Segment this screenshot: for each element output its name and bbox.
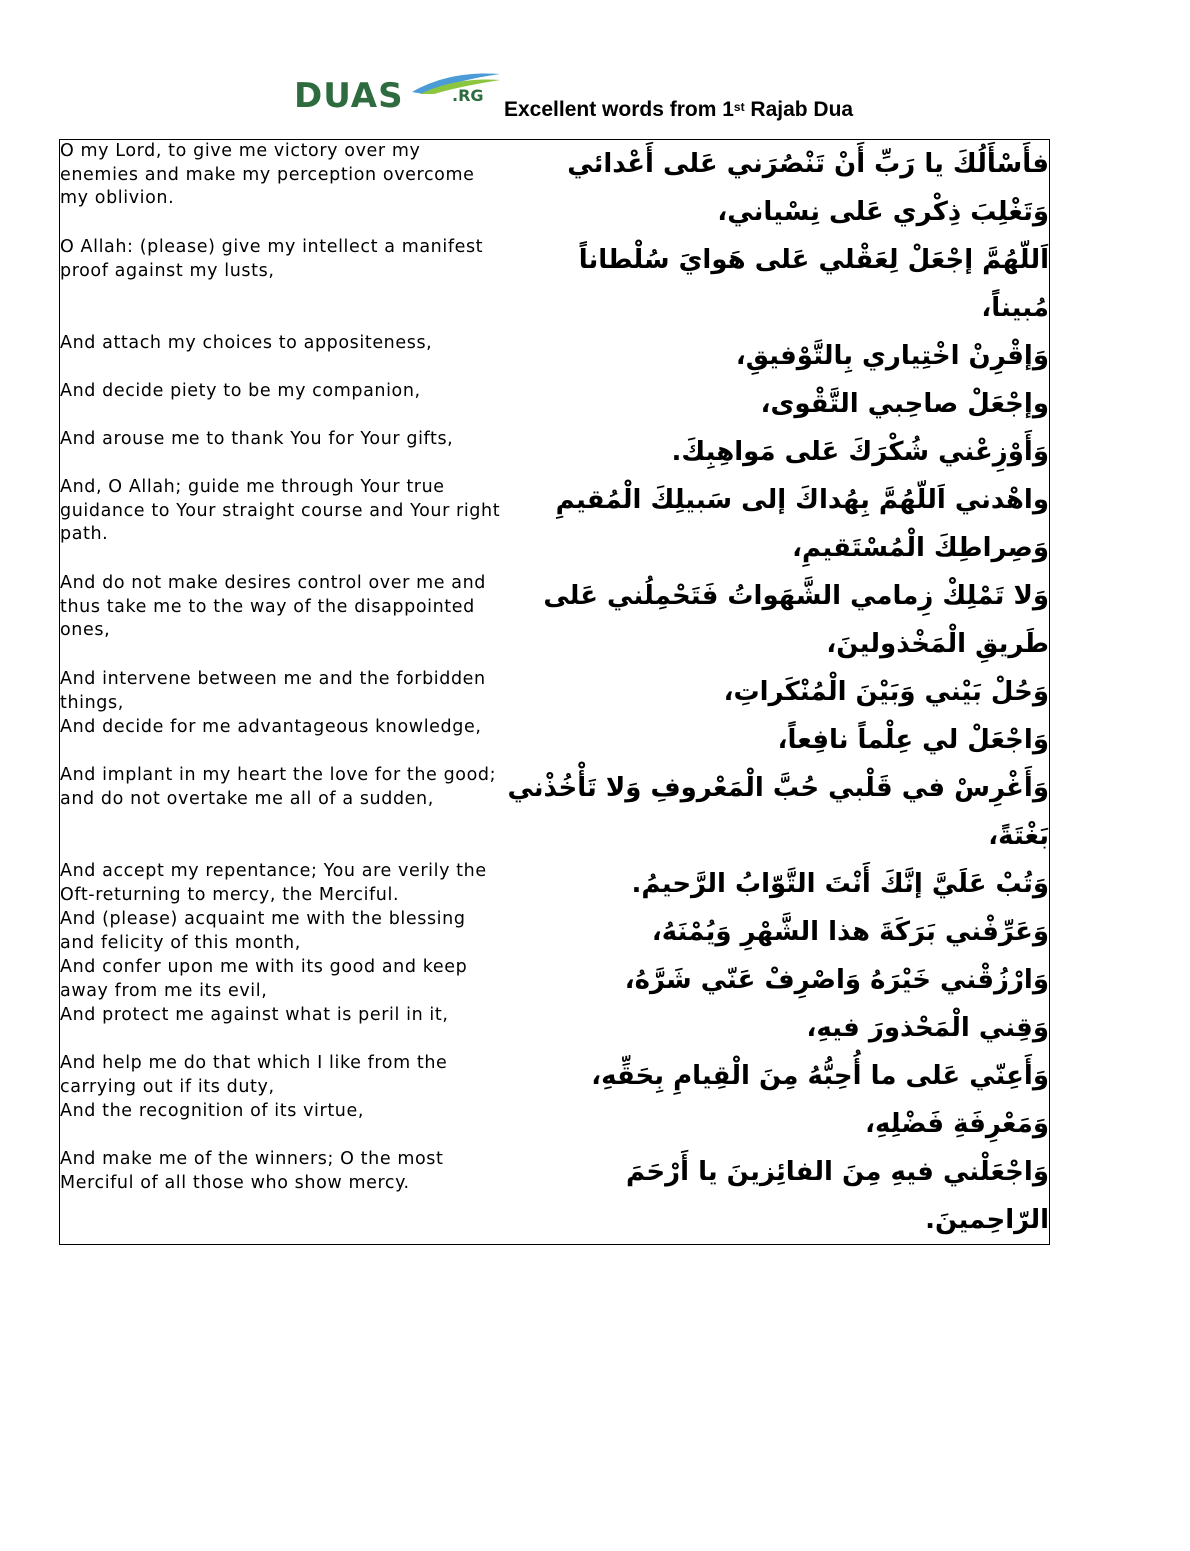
dua-row <box>60 956 1050 1004</box>
duas-org-logo <box>292 72 502 122</box>
dua-row <box>60 1148 1050 1245</box>
arabic-text: وَقِني الْمَحْذورَ فيهِ، <box>806 1013 1049 1043</box>
dua-row <box>60 1004 1050 1052</box>
dua-row <box>60 236 1050 332</box>
arabic-text: وَأَغْرِسْ في قَلْبي حُبَّ الْمَعْروفِ وَلا تَأْخُذْني بَغْتَةً، <box>507 773 1049 851</box>
english-translation: And do not make desires control over me and thus take me to the way of the disappointed ones, <box>60 573 486 640</box>
english-translation: And intervene between me and the forbidden things, <box>60 669 486 713</box>
english-translation: And implant in my heart the love for the good; and do not overtake me all of a sudden, <box>60 765 497 809</box>
dua-table-body <box>60 140 1050 1245</box>
dua-row <box>60 476 1050 572</box>
dua-row <box>60 1052 1050 1100</box>
arabic-text: وَإقْرِنْ اخْتِياري بِالتَّوْفيقِ، <box>735 341 1049 371</box>
page-header <box>292 70 853 122</box>
dua-row <box>60 764 1050 860</box>
dua-row <box>60 860 1050 908</box>
english-translation: And attach my choices to appositeness, <box>60 333 433 353</box>
english-translation: And accept my repentance; You are verily the Oft-returning to mercy, the Merciful. <box>60 861 487 905</box>
dua-row <box>60 908 1050 956</box>
arabic-text: وَحُلْ بَيْني وَبَيْنَ الْمُنْكَراتِ، <box>723 677 1049 707</box>
english-translation: And confer upon me with its good and keep away from me its evil, <box>60 957 468 1001</box>
english-translation: And decide piety to be my companion, <box>60 381 421 401</box>
english-translation: O Allah: (please) give my intellect a manifest proof against my lusts, <box>60 237 484 281</box>
arabic-text: فأَسْأَلُكَ يا رَبِّ أَنْ تَنْصُرَني عَلى أَعْدائي وَتَغْلِبَ ذِكْري عَلى نِسْياني، <box>567 149 1049 227</box>
english-translation: And decide for me advantageous knowledge, <box>60 717 482 737</box>
arabic-text: اَللّهُمَّ إجْعَلْ لِعَقْلي عَلى هَوايَ سُلْطاناً مُبيناً، <box>578 245 1049 323</box>
arabic-text: واهْدني اَللّهُمَّ بِهُداكَ إلى سَبيلِكَ الْمُقيمِ وَصِراطِكَ الْمُسْتَقيمِ، <box>555 485 1049 563</box>
arabic-text: وإجْعَلْ صاحِبي التَّقْوى، <box>760 389 1049 419</box>
title-suffix: Rajab Dua <box>744 98 854 121</box>
english-translation: And (please) acquaint me with the blessing and felicity of this month, <box>60 909 466 953</box>
dua-row <box>60 572 1050 668</box>
english-translation: And help me do that which I like from the carrying out if its duty, <box>60 1053 448 1097</box>
page-title <box>504 98 853 122</box>
english-translation: And protect me against what is peril in it, <box>60 1005 449 1025</box>
arabic-text: وَأَوْزِعْني شُكْرَكَ عَلى مَواهِبِكَ. <box>671 437 1049 467</box>
english-translation: And, O Allah; guide me through Your true guidance to Your straight course and Your right path. <box>60 477 501 544</box>
dua-row <box>60 140 1050 237</box>
english-translation: And the recognition of its virtue, <box>60 1101 364 1121</box>
dua-row <box>60 668 1050 716</box>
dua-row <box>60 716 1050 764</box>
arabic-text: وَمَعْرِفَةِ فَضْلِهِ، <box>865 1109 1049 1139</box>
arabic-text: وَتُبْ عَلَيَّ إنَّكَ أَنْتَ التَّوّابُ الرَّحيمُ. <box>631 869 1049 899</box>
arabic-text: وَاجْعَلْ لي عِلْماً نافِعاً، <box>777 725 1049 755</box>
arabic-text: وَلا تَمْلِكْ زِمامي الشَّهَواتُ فَتَحْمِلُني عَلى طَريقِ الْمَخْذولينَ، <box>543 581 1049 659</box>
dua-row <box>60 428 1050 476</box>
title-superscript: st <box>733 100 745 114</box>
logo-text: DUAS <box>294 76 404 116</box>
dua-row <box>60 332 1050 380</box>
english-translation: O my Lord, to give me victory over my enemies and make my perception overcome my oblivion. <box>60 141 475 208</box>
english-translation: And arouse me to thank You for Your gifts, <box>60 429 454 449</box>
arabic-text: وَأَعِنّي عَلى ما أُحِبُّهُ مِنَ الْقِيامِ بِحَقِّهِ، <box>591 1061 1049 1091</box>
dua-row <box>60 1100 1050 1148</box>
arabic-text: وَاجْعَلْني فيهِ مِنَ الفائِزينَ يا أَرْحَمَ الرّاحِمينَ. <box>626 1157 1049 1235</box>
dua-row <box>60 380 1050 428</box>
title-prefix: Excellent words from 1 <box>504 98 734 121</box>
arabic-text: وَعَرِّفْني بَرَكَةَ هذا الشَّهْرِ وَيُمْنَهُ، <box>651 917 1049 947</box>
dua-table <box>59 139 1050 1245</box>
arabic-text: وَارْزُقْني خَيْرَهُ وَاصْرِفْ عَنّي شَرَّهُ، <box>624 965 1049 995</box>
english-translation: And make me of the winners; O the most Merciful of all those who show mercy. <box>60 1149 444 1193</box>
logo-suffix: .RG <box>452 86 484 105</box>
